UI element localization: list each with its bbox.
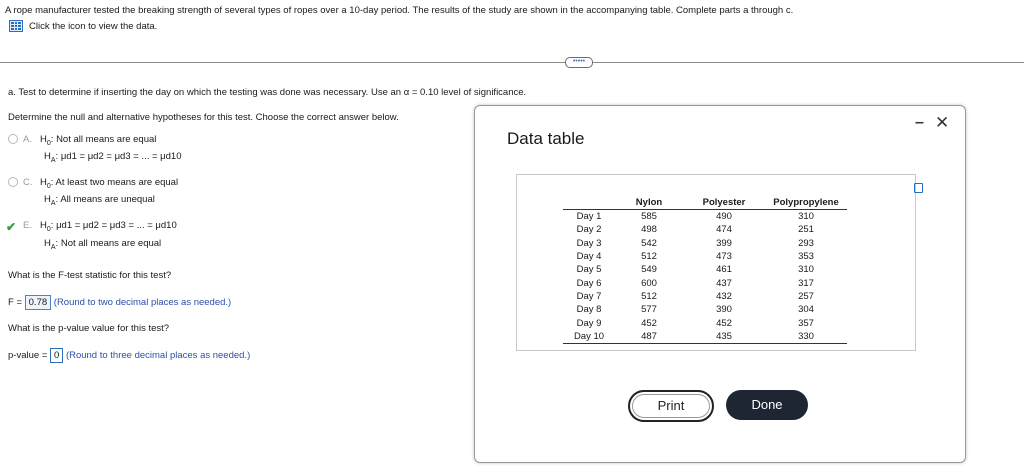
table-row xyxy=(563,223,847,236)
table-cell: 399 xyxy=(716,237,732,249)
table-row xyxy=(563,276,847,289)
table-cell: 310 xyxy=(798,211,814,223)
header-polyester: Polyester xyxy=(683,197,765,210)
f-answer-box[interactable]: 0.78 xyxy=(25,295,52,310)
option-a[interactable] xyxy=(8,134,182,164)
table-row xyxy=(563,303,847,316)
row-label: Day 1 xyxy=(576,211,602,223)
header-nylon: Nylon xyxy=(615,197,683,210)
data-table-panel xyxy=(516,174,916,351)
option-a-letter: A. xyxy=(23,134,32,145)
table-cell: 437 xyxy=(716,277,732,289)
section-divider xyxy=(0,62,1024,63)
option-a-h0: $H_0$: Not all means are equal xyxy=(40,134,157,147)
option-c-letter: C. xyxy=(23,177,33,188)
table-cell: 330 xyxy=(765,330,847,344)
option-e[interactable] xyxy=(8,220,177,251)
f-question: What is the F-test statistic for this test? xyxy=(8,270,172,281)
option-a-radio[interactable] xyxy=(8,134,18,144)
f-label: F = xyxy=(8,297,22,308)
table-row xyxy=(563,237,847,250)
option-c-radio[interactable] xyxy=(8,177,18,187)
table-cell: 293 xyxy=(798,237,814,249)
view-data-label[interactable]: Click the icon to view the data. xyxy=(29,20,158,32)
table-cell: 474 xyxy=(716,224,732,236)
table-cell: 490 xyxy=(716,211,732,223)
expand-button[interactable]: ••••• xyxy=(565,57,593,68)
minimize-icon[interactable]: – xyxy=(915,114,924,131)
table-cell: 461 xyxy=(716,264,732,276)
table-cell: 452 xyxy=(641,317,657,329)
p-answer-box[interactable]: 0 xyxy=(50,348,63,363)
option-e-h0: $H_0$: μd1 = μd2 = μd3 = ... = μd10 xyxy=(40,220,177,233)
checkmark-icon: ✔ xyxy=(6,220,17,234)
table-cell: 473 xyxy=(716,251,732,263)
header-day xyxy=(563,197,615,210)
data-table xyxy=(563,197,847,344)
row-label: Day 6 xyxy=(576,277,602,289)
table-cell: 512 xyxy=(641,251,657,263)
done-button[interactable]: Done xyxy=(726,390,808,420)
table-cell: 585 xyxy=(641,211,657,223)
table-cell: 353 xyxy=(798,251,814,263)
table-cell: 542 xyxy=(641,237,657,249)
header-polypropylene: Polypropylene xyxy=(765,197,847,210)
row-label: Day 9 xyxy=(576,317,602,329)
row-label: Day 10 xyxy=(563,330,615,344)
option-c-h0: $H_0$: At least two means are equal xyxy=(40,177,179,190)
table-cell: 600 xyxy=(641,277,657,289)
option-c-ha: $H_A$: All means are unequal xyxy=(44,193,155,207)
table-row xyxy=(563,210,847,224)
row-label: Day 2 xyxy=(576,224,602,236)
table-cell: 304 xyxy=(798,304,814,316)
p-label: p-value = xyxy=(8,350,48,361)
option-c[interactable] xyxy=(8,177,178,207)
option-e-ha: $H_A$: Not all means are equal xyxy=(44,238,162,251)
table-cell: 452 xyxy=(716,317,732,329)
p-answer-line xyxy=(8,348,250,363)
data-table-dialog xyxy=(474,105,966,463)
problem-intro: A rope manufacturer tested the breaking strength of several types of ropes over a 10-day period. The results of the study are shown in the accompanying table. Complete parts a through c. xyxy=(5,5,794,16)
p-question: What is the p-value value for this test? xyxy=(8,323,170,334)
f-hint: (Round to two decimal places as needed.) xyxy=(53,297,232,308)
row-label: Day 8 xyxy=(576,304,602,316)
row-label: Day 4 xyxy=(576,251,602,263)
table-row xyxy=(563,316,847,329)
table-cell: 487 xyxy=(615,330,683,344)
row-label: Day 5 xyxy=(576,264,602,276)
table-cell: 317 xyxy=(798,277,814,289)
hypothesis-prompt: Determine the null and alternative hypotheses for this test. Choose the correct answer below. xyxy=(8,112,399,123)
option-a-ha: $H_A$: μd1 = μd2 = μd3 = ... = μd10 xyxy=(44,150,182,164)
table-row xyxy=(563,250,847,263)
copy-icon[interactable] xyxy=(914,183,923,193)
table-cell: 512 xyxy=(641,290,657,302)
print-button[interactable]: Print xyxy=(628,390,714,422)
table-cell: 357 xyxy=(798,317,814,329)
table-icon[interactable] xyxy=(9,20,23,32)
row-label: Day 7 xyxy=(576,290,602,302)
p-hint: (Round to three decimal places as needed.) xyxy=(65,350,251,361)
table-cell: 432 xyxy=(716,290,732,302)
table-row xyxy=(563,263,847,276)
close-icon[interactable]: ✕ xyxy=(935,113,950,132)
table-row xyxy=(563,290,847,303)
table-cell: 577 xyxy=(641,304,657,316)
part-a-text: a. Test to determine if inserting the day on which the testing was done was necessary. Use an α = 0.10 level of significance. xyxy=(8,87,527,98)
table-cell: 549 xyxy=(641,264,657,276)
table-cell: 435 xyxy=(683,330,765,344)
table-header-row xyxy=(563,197,847,210)
table-cell: 257 xyxy=(798,290,814,302)
table-row xyxy=(563,330,847,344)
table-cell: 390 xyxy=(716,304,732,316)
table-cell: 310 xyxy=(798,264,814,276)
table-cell: 251 xyxy=(798,224,814,236)
view-data-link[interactable] xyxy=(9,20,157,32)
table-cell: 498 xyxy=(641,224,657,236)
dialog-title: Data table xyxy=(507,129,585,148)
option-e-letter: E. xyxy=(23,220,32,231)
f-answer-line xyxy=(8,295,231,310)
row-label: Day 3 xyxy=(576,237,602,249)
